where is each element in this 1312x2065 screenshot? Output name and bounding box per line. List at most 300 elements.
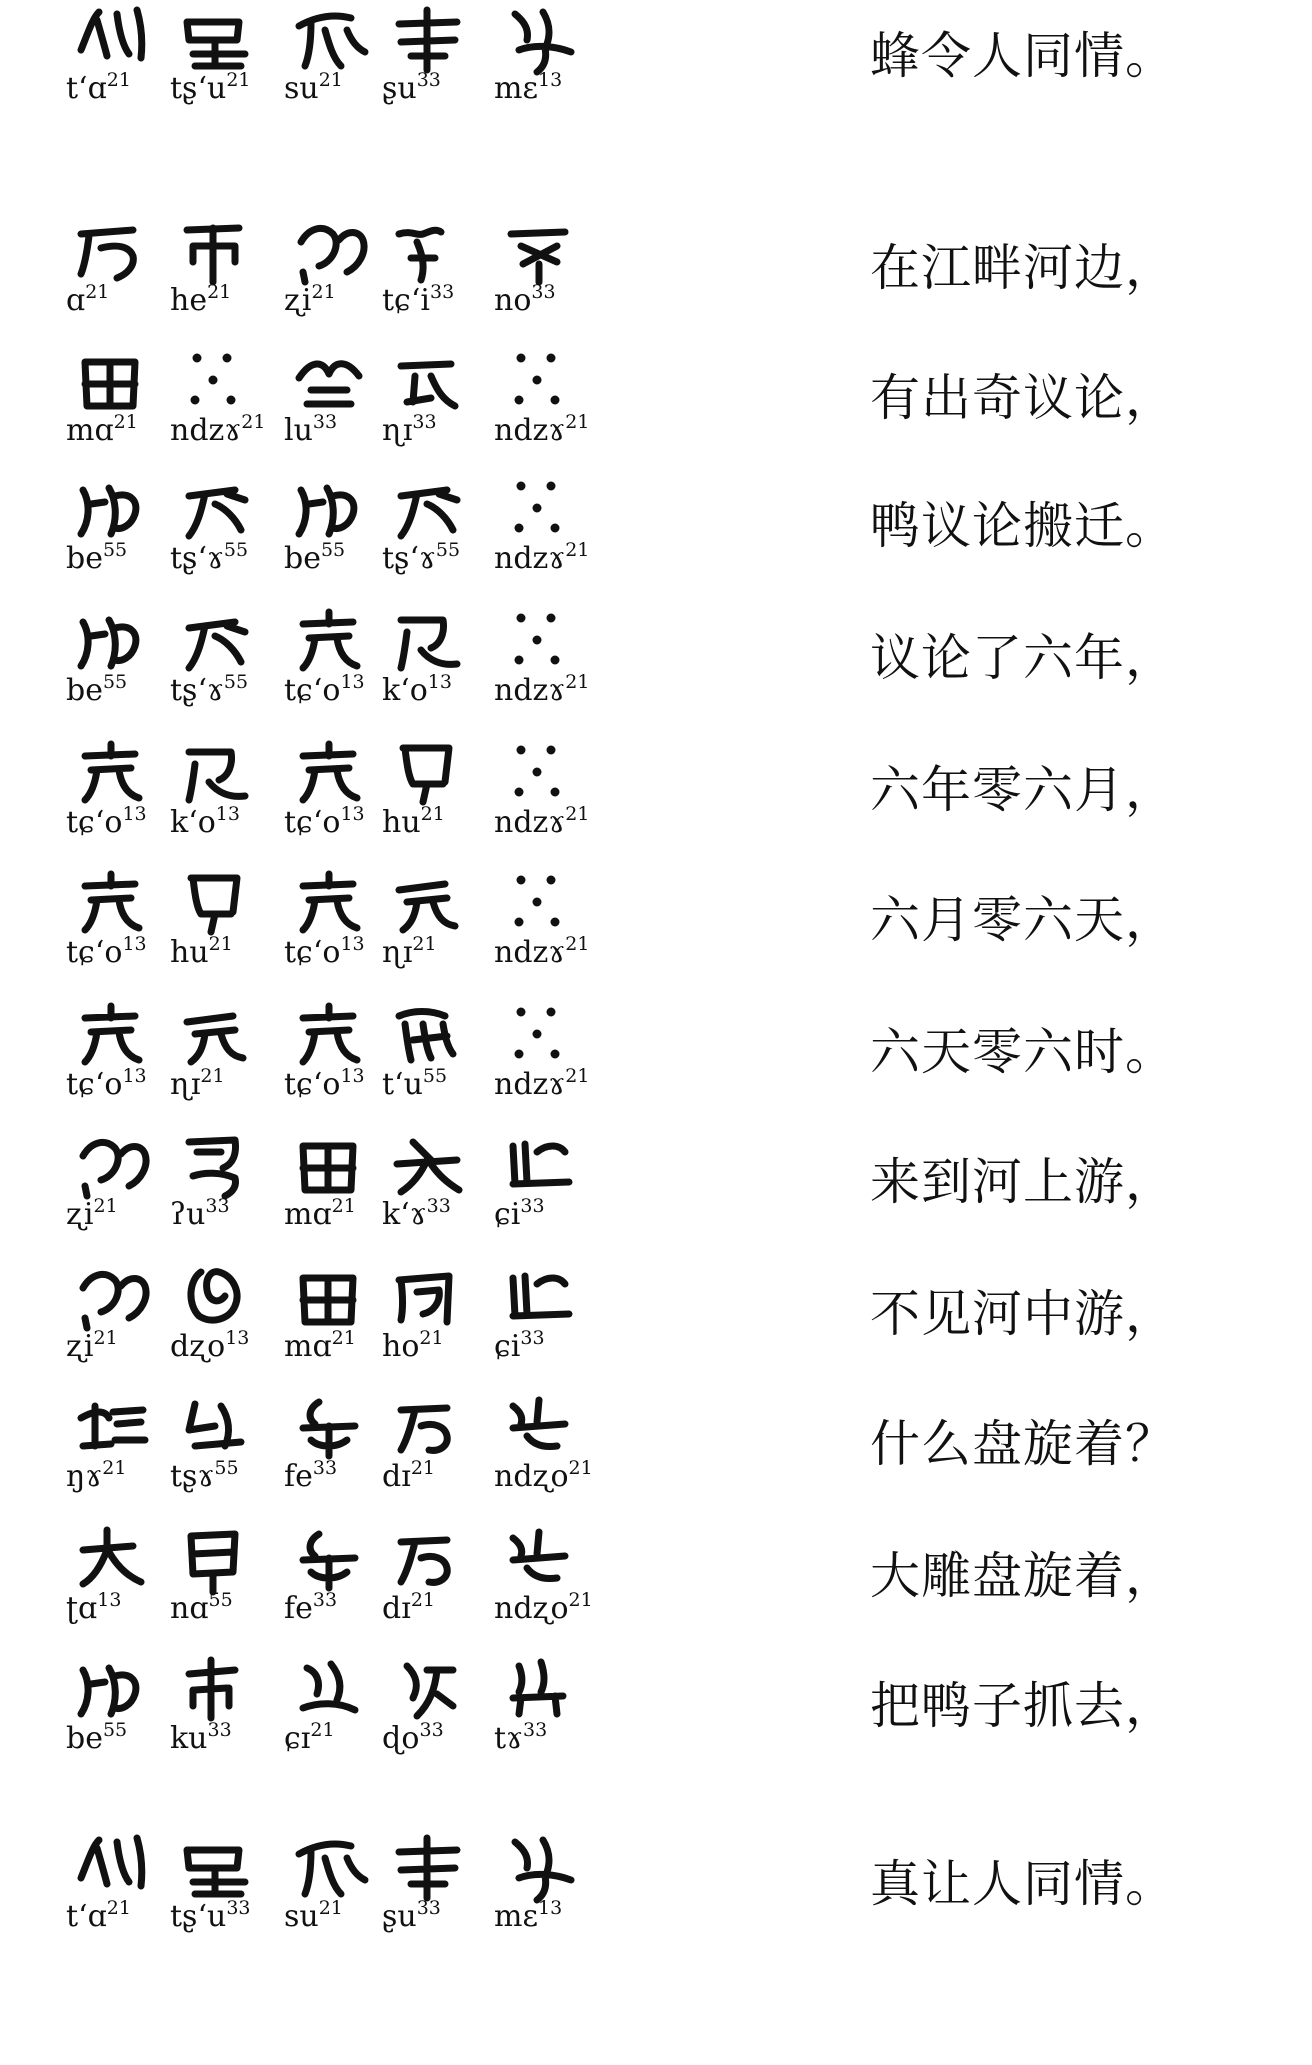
glyph-image xyxy=(66,864,156,940)
ipa-base: be xyxy=(66,541,103,576)
glyph-word xyxy=(382,734,492,864)
ipa-tone: 21 xyxy=(200,1065,225,1087)
ipa-tone: 21 xyxy=(102,1457,127,1479)
dongba-glyph-water xyxy=(382,212,472,288)
ipa-transcription xyxy=(284,1897,343,1934)
ipa-transcription xyxy=(494,1897,563,1934)
ipa-base: fe xyxy=(284,1459,313,1494)
ipa-tone: 21 xyxy=(568,1589,593,1611)
dongba-glyph-six xyxy=(284,864,374,940)
glyph-image xyxy=(66,0,156,76)
glyph-word xyxy=(494,470,604,600)
ipa-tone: 33 xyxy=(312,411,338,433)
ipa-base: he xyxy=(170,283,208,318)
glyph-word xyxy=(170,1126,280,1256)
glyph-image xyxy=(170,1258,260,1334)
dongba-glyph-duck xyxy=(66,470,156,546)
glyph-word xyxy=(170,996,280,1126)
glyph-word xyxy=(284,996,394,1126)
ipa-tone: 21 xyxy=(85,281,110,303)
glyph-image xyxy=(66,734,156,810)
chinese-translation: 什么盘旋着？ xyxy=(870,1415,1176,1473)
chinese-translation: 在江畔河边， xyxy=(870,239,1176,297)
ipa-base: ŋɤ xyxy=(66,1459,103,1494)
ipa-tone: 55 xyxy=(102,671,128,693)
glyph-image xyxy=(382,1258,472,1334)
glyph-word xyxy=(170,342,280,472)
ipa-tone: 55 xyxy=(422,1065,448,1087)
glyph-word xyxy=(284,1388,394,1518)
glyph-image xyxy=(382,342,472,418)
verse-line xyxy=(0,864,1312,994)
ipa-tone: 21 xyxy=(93,1195,118,1217)
glyph-image xyxy=(382,734,472,810)
glyph-image xyxy=(170,470,260,546)
glyph-word xyxy=(382,212,492,342)
ipa-base: be xyxy=(66,673,103,708)
ipa-base: tʂʻu xyxy=(170,71,227,106)
glyph-word xyxy=(494,1828,604,1958)
glyph-image xyxy=(382,1388,472,1464)
dongba-glyph-dots xyxy=(170,342,260,418)
ipa-transcription xyxy=(66,281,110,318)
ipa-base: hu xyxy=(170,935,209,970)
ipa-base: ɕi xyxy=(494,1329,521,1364)
ipa-base: tʂʻɤ xyxy=(382,541,436,576)
ipa-base: hu xyxy=(382,805,421,840)
dongba-glyph-go xyxy=(494,1650,584,1726)
ipa-base: ndzɤ xyxy=(494,673,566,708)
ipa-base: tʂɤ xyxy=(170,1459,215,1494)
glyph-word xyxy=(382,1126,492,1256)
dongba-glyph-circle xyxy=(284,1388,374,1464)
glyph-image xyxy=(494,212,584,288)
ipa-tone: 33 xyxy=(416,1897,441,1919)
ipa-tone: 21 xyxy=(113,411,138,433)
glyph-word xyxy=(66,1520,176,1650)
glyph-image xyxy=(494,1388,584,1464)
ipa-transcription xyxy=(284,1719,335,1756)
glyph-word xyxy=(66,864,176,994)
ipa-tone: 13 xyxy=(538,1897,563,1919)
dongba-glyph-child xyxy=(284,1650,374,1726)
dongba-glyph-duck xyxy=(66,602,156,678)
dongba-glyph-dots xyxy=(494,470,584,546)
dongba-glyph-year xyxy=(382,602,472,678)
ipa-transcription xyxy=(494,539,590,576)
ipa-base: mɑ xyxy=(284,1329,332,1364)
glyph-word xyxy=(494,602,604,732)
glyph-image xyxy=(284,864,374,940)
ipa-base: tɕʻo xyxy=(66,805,123,840)
verse-line xyxy=(0,1388,1312,1518)
glyph-image xyxy=(494,1828,584,1904)
chinese-translation: 有出奇议论， xyxy=(870,369,1176,427)
glyph-image xyxy=(382,602,472,678)
glyph-image xyxy=(494,864,584,940)
glyph-image xyxy=(66,1650,156,1726)
ipa-tone: 21 xyxy=(412,933,437,955)
glyph-image xyxy=(382,1126,472,1202)
ipa-transcription xyxy=(382,803,445,840)
glyph-image xyxy=(284,1520,374,1596)
dongba-glyph-bank xyxy=(66,1126,156,1202)
glyph-word xyxy=(284,1126,394,1256)
glyph-image xyxy=(66,1388,156,1464)
dongba-glyph-strange xyxy=(284,342,374,418)
ipa-transcription xyxy=(170,1719,232,1756)
ipa-tone: 21 xyxy=(565,671,590,693)
glyph-image xyxy=(66,1520,156,1596)
ipa-transcription xyxy=(494,411,590,448)
dongba-glyph-day xyxy=(382,864,472,940)
glyph-word xyxy=(170,470,280,600)
ipa-transcription xyxy=(66,1457,127,1494)
ipa-transcription xyxy=(284,1457,338,1494)
ipa-tone: 21 xyxy=(565,1065,590,1087)
glyph-image xyxy=(382,864,472,940)
dongba-glyph-person-1 xyxy=(284,1828,374,1904)
ipa-tone: 33 xyxy=(416,69,441,91)
ipa-base: ʐi xyxy=(66,1329,94,1364)
glyph-word xyxy=(170,1388,280,1518)
ipa-transcription xyxy=(382,539,461,576)
glyph-image xyxy=(494,996,584,1072)
ipa-transcription xyxy=(170,1897,251,1934)
dongba-glyph-talk xyxy=(382,342,472,418)
ipa-transcription xyxy=(494,1195,545,1232)
glyph-image xyxy=(284,342,374,418)
glyph-word xyxy=(494,996,604,1126)
glyph-word xyxy=(66,1258,176,1388)
glyph-word xyxy=(284,1650,394,1780)
dongba-glyph-same-1 xyxy=(382,1828,472,1904)
ipa-tone: 33 xyxy=(430,281,455,303)
chinese-translation: 六天零六时。 xyxy=(870,1023,1176,1081)
dongba-glyph-feeling-1 xyxy=(494,1828,584,1904)
glyph-word xyxy=(284,602,394,732)
dongba-glyph-grab xyxy=(170,1650,260,1726)
glyph-image xyxy=(170,1520,260,1596)
ipa-tone: 55 xyxy=(435,539,461,561)
ipa-base: ʂu xyxy=(382,1899,417,1934)
dongba-glyph-spin xyxy=(382,1388,472,1464)
dongba-glyph-swim xyxy=(494,1126,584,1202)
glyph-word xyxy=(284,1828,394,1958)
glyph-word xyxy=(382,1520,492,1650)
ipa-transcription xyxy=(66,1065,147,1102)
ipa-tone: 21 xyxy=(208,933,233,955)
ipa-base: ʂu xyxy=(382,71,417,106)
glyph-image xyxy=(170,212,260,288)
glyph-image xyxy=(284,996,374,1072)
ipa-tone: 13 xyxy=(340,671,365,693)
ipa-tone: 21 xyxy=(311,281,336,303)
ipa-transcription xyxy=(170,69,251,106)
ipa-transcription xyxy=(494,803,590,840)
dongba-glyph-swim xyxy=(494,1258,584,1334)
glyph-image xyxy=(382,1650,472,1726)
dongba-glyph-thing xyxy=(170,1388,260,1464)
ipa-transcription xyxy=(494,933,590,970)
ipa-transcription xyxy=(382,1195,451,1232)
ipa-base: tɕʻo xyxy=(284,935,341,970)
ipa-tone: 13 xyxy=(340,933,365,955)
glyph-word xyxy=(170,0,280,130)
glyph-word xyxy=(382,1388,492,1518)
glyph-image xyxy=(284,1828,374,1904)
ipa-base: no xyxy=(494,283,532,318)
ipa-tone: 55 xyxy=(223,671,249,693)
verse-line xyxy=(0,734,1312,864)
glyph-word xyxy=(170,734,280,864)
ipa-base: mɛ xyxy=(494,71,538,106)
glyph-word xyxy=(494,1388,604,1518)
ipa-base: nɑ xyxy=(170,1591,209,1626)
ipa-transcription xyxy=(494,281,556,318)
ipa-transcription xyxy=(170,411,266,448)
ipa-base: be xyxy=(66,1721,103,1756)
ipa-tone: 21 xyxy=(331,1195,356,1217)
glyph-word xyxy=(66,470,176,600)
ipa-base: ʐi xyxy=(66,1197,94,1232)
ipa-transcription xyxy=(284,69,343,106)
ipa-base: tʂʻu xyxy=(170,1899,227,1934)
ipa-transcription xyxy=(284,411,338,448)
ipa-base: ʐi xyxy=(284,283,312,318)
dongba-glyph-six xyxy=(284,734,374,810)
chinese-translation: 六月零六天， xyxy=(870,891,1176,949)
glyph-word xyxy=(66,342,176,472)
ipa-tone: 33 xyxy=(531,281,556,303)
dongba-glyph-bee-1 xyxy=(66,1828,156,1904)
chinese-translation: 六年零六月， xyxy=(870,761,1176,819)
glyph-image xyxy=(66,1126,156,1202)
glyph-word xyxy=(170,212,280,342)
ipa-base: dɪ xyxy=(382,1459,411,1494)
ipa-base: kʻo xyxy=(170,805,216,840)
ipa-base: ndzɤ xyxy=(494,935,566,970)
glyph-image xyxy=(284,1126,374,1202)
glyph-word xyxy=(66,212,176,342)
glyph-image xyxy=(170,1126,260,1202)
dongba-glyph-year xyxy=(170,734,260,810)
ipa-tone: 33 xyxy=(226,1897,251,1919)
ipa-transcription xyxy=(382,1897,441,1934)
glyph-image xyxy=(382,1520,472,1596)
chinese-translation: 鸭议论搬迁。 xyxy=(870,497,1176,555)
dongba-glyph-person-1 xyxy=(284,0,374,76)
dongba-glyph-same-1 xyxy=(382,0,472,76)
ipa-transcription xyxy=(494,69,563,106)
ipa-base: ɳɪ xyxy=(382,413,413,448)
dongba-glyph-side xyxy=(494,212,584,288)
glyph-image xyxy=(382,212,472,288)
ipa-tone: 55 xyxy=(223,539,249,561)
ipa-base: ndzɤ xyxy=(494,1067,566,1102)
ipa-transcription xyxy=(66,539,128,576)
dongba-glyph-move xyxy=(170,602,260,678)
ipa-tone: 33 xyxy=(312,1457,338,1479)
glyph-image xyxy=(494,1126,584,1202)
ipa-transcription xyxy=(382,1589,435,1626)
ipa-transcription xyxy=(170,671,249,708)
ipa-tone: 13 xyxy=(97,1589,122,1611)
glyph-word xyxy=(494,1258,604,1388)
ipa-base: ɖo xyxy=(382,1721,420,1756)
ipa-tone: 21 xyxy=(568,1457,593,1479)
dongba-glyph-at xyxy=(66,212,156,288)
ipa-tone: 13 xyxy=(122,933,147,955)
dongba-glyph-six xyxy=(66,996,156,1072)
dongba-glyph-river xyxy=(170,212,260,288)
glyph-word xyxy=(284,1258,394,1388)
glyph-word xyxy=(66,996,176,1126)
ipa-tone: 33 xyxy=(520,1327,545,1349)
dongba-glyph-six xyxy=(284,996,374,1072)
ipa-base: tʻu xyxy=(382,1067,423,1102)
ipa-tone: 21 xyxy=(106,69,131,91)
verse-line xyxy=(0,342,1312,472)
ipa-tone: 55 xyxy=(208,1589,233,1611)
dongba-glyph-bank xyxy=(284,212,374,288)
ipa-base: tʻɑ xyxy=(66,71,107,106)
glyph-image xyxy=(170,1828,260,1904)
ipa-transcription xyxy=(382,933,437,970)
ipa-tone: 33 xyxy=(312,1589,338,1611)
ipa-base: tɕʻo xyxy=(284,673,341,708)
glyph-image xyxy=(170,0,260,76)
glyph-word xyxy=(66,1828,176,1958)
ipa-tone: 21 xyxy=(565,411,590,433)
ipa-transcription xyxy=(382,671,452,708)
ipa-base: be xyxy=(284,541,321,576)
dongba-glyph-arrive xyxy=(170,1126,260,1202)
glyph-image xyxy=(66,470,156,546)
glyph-image xyxy=(170,864,260,940)
glyph-word xyxy=(494,734,604,864)
ipa-transcription xyxy=(66,411,138,448)
dongba-glyph-middle xyxy=(382,1258,472,1334)
verse-line xyxy=(0,1258,1312,1388)
glyph-word xyxy=(66,1388,176,1518)
ipa-tone: 21 xyxy=(410,1457,435,1479)
dongba-glyph-bee-1 xyxy=(66,0,156,76)
glyph-word xyxy=(170,1828,280,1958)
ipa-transcription xyxy=(284,281,336,318)
ipa-base: ɕɪ xyxy=(284,1721,311,1756)
ipa-tone: 55 xyxy=(320,539,346,561)
ipa-tone: 21 xyxy=(565,933,590,955)
glyph-image xyxy=(170,1388,260,1464)
ipa-base: ndzɤ xyxy=(170,413,242,448)
ipa-tone: 13 xyxy=(427,671,452,693)
dongba-glyph-feeling-1 xyxy=(494,0,584,76)
verse-line xyxy=(0,1828,1312,1958)
ipa-base: ndʐo xyxy=(494,1459,569,1494)
ipa-base: ɳɪ xyxy=(170,1067,201,1102)
glyph-word xyxy=(284,1520,394,1650)
ipa-base: ndʐo xyxy=(494,1591,569,1626)
glyph-word xyxy=(66,602,176,732)
ipa-base: tɕʻo xyxy=(284,1067,341,1102)
verse-line xyxy=(0,1520,1312,1650)
dongba-glyph-hour xyxy=(382,996,472,1072)
ipa-base: ɑ xyxy=(66,283,86,318)
glyph-image xyxy=(66,1258,156,1334)
glyph-image xyxy=(284,1388,374,1464)
ipa-tone: 55 xyxy=(102,1719,128,1741)
glyph-image xyxy=(494,734,584,810)
glyph-image xyxy=(494,1650,584,1726)
glyph-word xyxy=(494,212,604,342)
ipa-transcription xyxy=(170,1195,230,1232)
ipa-base: dɪ xyxy=(382,1591,411,1626)
ipa-transcription xyxy=(170,1327,250,1364)
dongba-glyph-six xyxy=(284,602,374,678)
ipa-tone: 21 xyxy=(93,1327,118,1349)
ipa-transcription xyxy=(284,933,365,970)
dongba-glyph-field xyxy=(284,1258,374,1334)
ipa-tone: 33 xyxy=(205,1195,230,1217)
dongba-glyph-six xyxy=(66,864,156,940)
glyph-word xyxy=(382,1828,492,1958)
glyph-image xyxy=(66,212,156,288)
dongba-glyph-stay xyxy=(494,1388,584,1464)
ipa-tone: 21 xyxy=(310,1719,335,1741)
ipa-transcription xyxy=(66,69,131,106)
ipa-base: tɕʻo xyxy=(66,935,123,970)
ipa-transcription xyxy=(170,281,232,318)
ipa-tone: 21 xyxy=(207,281,232,303)
ipa-tone: 13 xyxy=(225,1327,250,1349)
ipa-transcription xyxy=(382,1457,435,1494)
ipa-transcription xyxy=(170,1065,225,1102)
glyph-word xyxy=(382,1650,492,1780)
glyph-image xyxy=(170,734,260,810)
ipa-tone: 13 xyxy=(538,69,563,91)
dongba-glyph-what xyxy=(66,1388,156,1464)
verse-line xyxy=(0,1650,1312,1780)
ipa-tone: 21 xyxy=(318,69,343,91)
dongba-glyph-duck xyxy=(66,1650,156,1726)
ipa-tone: 21 xyxy=(106,1897,131,1919)
ipa-transcription xyxy=(170,933,233,970)
ipa-tone: 21 xyxy=(241,411,266,433)
verse-line xyxy=(0,996,1312,1126)
dongba-glyph-duck xyxy=(284,470,374,546)
glyph-word xyxy=(382,0,492,130)
dongba-glyph-month xyxy=(382,734,472,810)
ipa-tone: 21 xyxy=(420,803,445,825)
glyph-word xyxy=(494,0,604,130)
glyph-word xyxy=(284,0,394,130)
glyph-word xyxy=(170,1650,280,1780)
ipa-tone: 21 xyxy=(419,1327,444,1349)
glyph-word xyxy=(382,996,492,1126)
ipa-tone: 13 xyxy=(122,803,147,825)
glyph-image xyxy=(284,470,374,546)
ipa-tone: 33 xyxy=(412,411,437,433)
dongba-glyph-move xyxy=(382,470,472,546)
ipa-base: su xyxy=(284,1899,319,1934)
ipa-transcription xyxy=(494,1065,590,1102)
dongba-glyph-dots xyxy=(494,734,584,810)
dongba-glyph-cause-1 xyxy=(170,0,260,76)
ipa-base: tɤ xyxy=(494,1721,523,1756)
glyph-image xyxy=(284,1650,374,1726)
ipa-base: mɛ xyxy=(494,1899,538,1934)
